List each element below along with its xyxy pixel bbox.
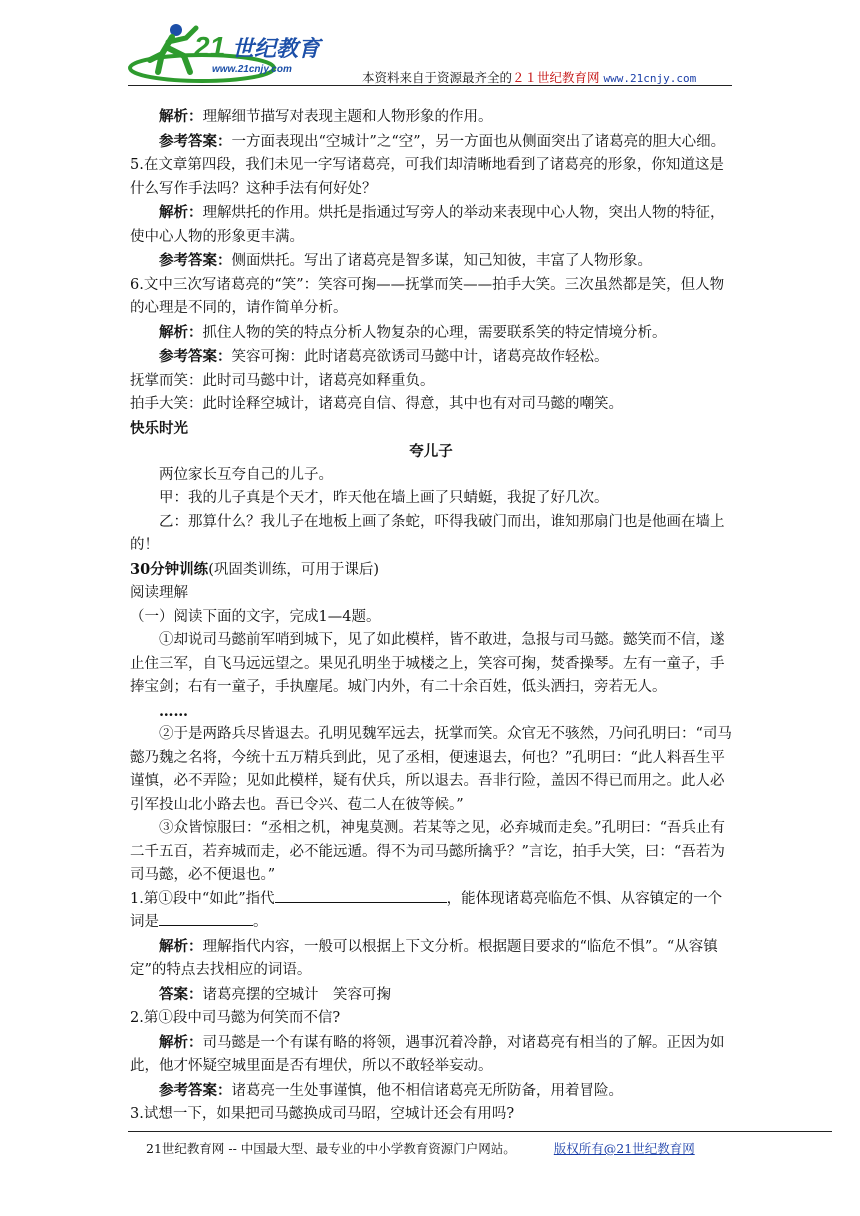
q5-analysis [130, 201, 732, 249]
answer-text: 一方面表现出“空城计”之“空”，另一方面也从侧面突出了诸葛亮的胆大心细。 [231, 133, 726, 150]
question-6: 6.文中三次写诸葛亮的“笑”：笑容可掬——抚掌而笑——拍手大笑。三次虽然都是笑，但人物的心理是不同的，请作简单分析。 [130, 276, 725, 316]
document-body [130, 105, 732, 1127]
training-heading [130, 558, 732, 583]
analysis-label: 解析： [159, 204, 203, 221]
question-1 [130, 888, 732, 935]
passage-para-1: ①却说司马懿前军哨到城下，见了如此模样，皆不敢进，急报与司马懿。懿笑而不信，遂止住三军，自飞马远远望之。果见孔明坐于城楼之上，笑容可掬，焚香操琴。左有一童子，手捧宝剑；右有一童子，手执麈尾。城门内外，有二十余百姓，低头洒扫，旁若无人。 [130, 632, 725, 695]
header-note-url[interactable]: www.21cnjy.com [603, 72, 697, 85]
q1-analysis [130, 935, 732, 983]
analysis-label: 解析： [159, 937, 203, 955]
header-note-site: ２１世纪教育网 [512, 70, 600, 85]
site-logo [128, 20, 348, 84]
joke-line-1: 两位家长互夸自己的儿子。 [159, 466, 333, 483]
question-5: 5.在文章第四段，我们未见一字写诸葛亮，可我们却清晰地看到了诸葛亮的形象，你知道这是什么写作手法吗？这种手法有何好处？ [130, 157, 724, 197]
answer-line [130, 130, 732, 155]
q1-blank-1[interactable] [275, 888, 447, 903]
part1-intro: （一）阅读下面的文字，完成1—4题。 [130, 608, 381, 625]
analysis-label: 解析： [159, 108, 203, 125]
footer-text: 21世纪教育网 -- 中国最大型、最专业的中小学教育资源门户网站。 [146, 1141, 516, 1156]
joke-line-2: 甲：我的儿子真是个天才，昨天他在墙上画了只蜻蜓，我捉了好几次。 [159, 490, 609, 506]
passage-para-3: ③众皆惊服曰：“丞相之机，神鬼莫测。若某等之见，必弃城而走矣。”孔明曰：“吾兵止有二千五百，若弃城而走，必不能远遁。得不为司马懿所擒乎？”言讫，拍手大笑，曰：“吾若为司马懿，必不便退也。” [130, 820, 725, 883]
svg-text:世纪教育: 世纪教育 [232, 36, 321, 61]
analysis-text: 理解细节描写对表现主题和人物形象的作用。 [202, 109, 493, 125]
answer-text: 侧面烘托。写出了诸葛亮是智多谋，知己知彼，丰富了人物形象。 [231, 253, 652, 269]
passage-ellipsis: …… [159, 702, 188, 720]
reading-heading: 阅读理解 [130, 585, 188, 601]
analysis-label: 解析： [159, 1033, 203, 1051]
header-note-prefix: 本资料来自于资源最齐全的 [362, 70, 513, 85]
q6-answer-2: 抚掌而笑：此时司马懿中计，诸葛亮如释重负。 [130, 372, 435, 389]
training-note: (巩固类训练，可用于课后) [208, 561, 380, 578]
answer-label: 参考答案： [159, 132, 232, 150]
question-3: 3.试想一下，如果把司马懿换成司马昭，空城计还会有用吗? [130, 1106, 515, 1122]
page-footer [146, 1139, 695, 1157]
passage-para-2: ②于是两路兵尽皆退去。孔明见魏军远去，抚掌而笑。众官无不骇然，乃问孔明曰：“司马懿乃魏之名将，今统十五万精兵到此，见了丞相，便速退去，何也？”孔明曰：“此人料吾生平谨慎，必不弄险；见如此模样，疑有伏兵，所以退去。吾非行险，盖因不得已而用之。此人必引军投山北小路去也。吾已令兴、苞二人在彼等候。” [130, 726, 732, 813]
q2-answer [130, 1079, 732, 1104]
answer-label: 参考答案： [159, 1081, 232, 1099]
answer-label: 答案： [159, 985, 203, 1003]
joke-title: 夸儿子 [409, 443, 453, 460]
q6-analysis [130, 321, 732, 346]
training-title: 30分钟训练 [130, 560, 209, 578]
svg-text:www.21cnjy.com: www.21cnjy.com [212, 64, 292, 75]
q1-blank-2[interactable] [159, 911, 253, 926]
footer-divider [128, 1131, 832, 1132]
q1-text-a: 1.第①段中“如此”指代 [130, 890, 275, 907]
header-source-note [362, 68, 696, 86]
answer-text: 笑容可掬：此时诸葛亮欲诱司马懿中计，诸葛亮故作轻松。 [231, 349, 609, 365]
analysis-label: 解析： [159, 323, 203, 341]
joke-line-3: 乙：那算什么？我儿子在地板上画了条蛇，吓得我破门而出，谁知那扇门也是他画在墙上的！ [130, 513, 725, 553]
analysis-line [130, 105, 732, 130]
analysis-text: 理解指代内容，一般可以根据上下文分析。根据题目要求的“临危不惧”。“从容镇定”的特点去找相应的词语。 [130, 938, 718, 978]
happy-time-heading: 快乐时光 [130, 419, 188, 437]
question-2: 2.第①段中司马懿为何笑而不信? [130, 1010, 341, 1026]
q6-answer-3: 拍手大笑：此时诠释空城计，诸葛亮自信、得意，其中也有对司马懿的嘲笑。 [130, 396, 623, 412]
q6-answer [130, 345, 732, 370]
header-divider [128, 85, 732, 86]
svg-text:21: 21 [194, 31, 226, 62]
analysis-text: 抓住人物的笑的特点分析人物复杂的心理，需要联系笑的特定情境分析。 [202, 324, 667, 341]
copyright-link[interactable]: 版权所有@21世纪教育网 [553, 1141, 695, 1156]
q1-answer [130, 983, 732, 1008]
q2-analysis [130, 1031, 732, 1079]
answer-label: 参考答案： [159, 348, 232, 365]
analysis-text: 理解烘托的作用。烘托是指通过写旁人的举动来表现中心人物，突出人物的特征，使中心人物的形象更丰满。 [130, 205, 725, 245]
analysis-text: 司马懿是一个有谋有略的将领，遇事沉着冷静，对诸葛亮有相当的了解。正因为如此，他才怀疑空城里面是否有埋伏，所以不敢轻举妄动。 [130, 1034, 725, 1074]
answer-text: 诸葛亮摆的空城计 笑容可掬 [202, 986, 391, 1003]
page-header [128, 20, 728, 86]
answer-text: 诸葛亮一生处事谨慎，他不相信诸葛亮无所防备，用着冒险。 [231, 1082, 623, 1099]
q1-text-b: ，能体现诸葛亮临危不惧、从容镇定的一个词是 [130, 890, 723, 930]
q1-text-c: 。 [253, 914, 268, 930]
answer-label: 参考答案： [159, 252, 232, 269]
q5-answer [130, 249, 732, 274]
